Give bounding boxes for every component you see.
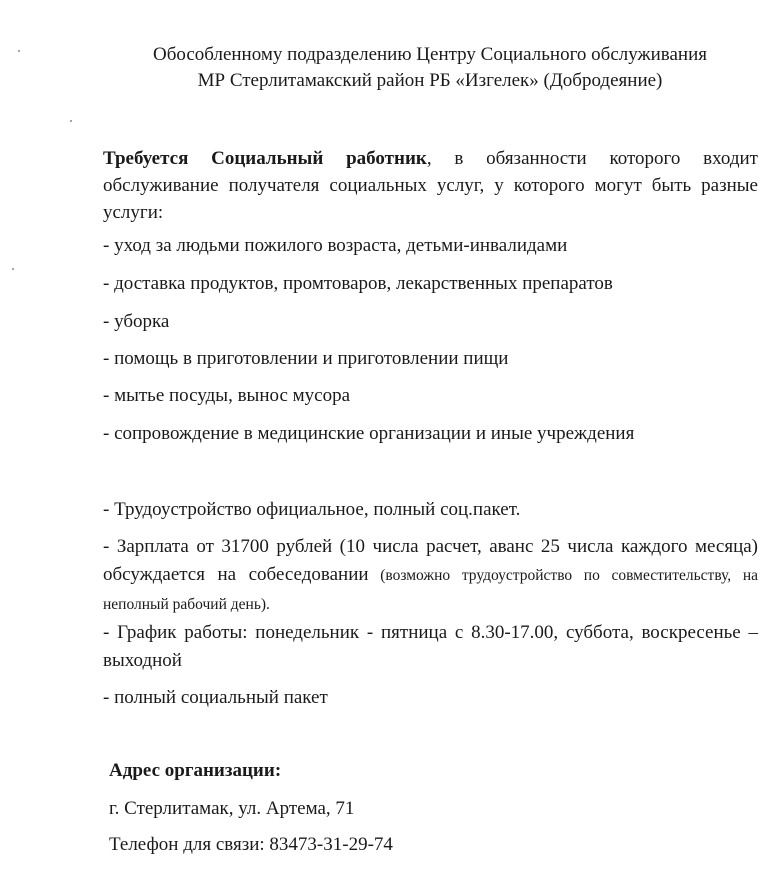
employment-condition: - Трудоустройство официальное, полный соц.пакет. xyxy=(103,499,521,520)
salary-condition xyxy=(103,533,758,619)
duty-item: - помощь в приготовлении и приготовлении пищи xyxy=(103,348,509,369)
duty-item: - уборка xyxy=(103,311,170,332)
job-intro-text: , в обязанности которого входит обслуживание получателя социальных услуг, у которого могут быть разные услуги: xyxy=(103,148,758,223)
duty-item: - сопровождение в медицинские организации и иные учреждения xyxy=(103,423,635,444)
package-condition: - полный социальный пакет xyxy=(103,687,328,708)
duty-item: - уход за людьми пожилого возраста, детьми-инвалидами xyxy=(103,235,568,256)
contact-phone: Телефон для связи: 83473-31-29-74 xyxy=(109,834,393,855)
duty-item: - мытье посуды, вынос мусора xyxy=(103,385,351,406)
salary-note: (возможно трудоустройство по совместительству, на неполный рабочий день). xyxy=(103,567,759,613)
schedule-condition: - График работы: понедельник - пятница с 8.30-17.00, суббота, воскресенье – выходной xyxy=(103,622,758,671)
scan-speck xyxy=(70,120,72,122)
header-line-1: Обособленному подразделению Центру Социального обслуживания xyxy=(152,44,708,65)
job-title: Требуется Социальный работник xyxy=(103,148,427,169)
salary-text: - Зарплата от 31700 рублей (10 числа расчет, аванс 25 числа каждого месяца) обсуждается на собеседовании xyxy=(103,536,758,585)
scan-speck xyxy=(18,50,20,52)
header-line-2: МР Стерлитамакский район РБ «Изгелек» (Добродеяние) xyxy=(197,70,663,91)
job-intro-paragraph xyxy=(103,145,758,226)
organization-header xyxy=(60,42,766,94)
scan-speck xyxy=(12,268,14,270)
duty-item: - доставка продуктов, промтоваров, лекарственных препаратов xyxy=(103,273,613,294)
address-title: Адрес организации: xyxy=(109,760,282,781)
address-street: г. Стерлитамак, ул. Артема, 71 xyxy=(109,798,355,819)
